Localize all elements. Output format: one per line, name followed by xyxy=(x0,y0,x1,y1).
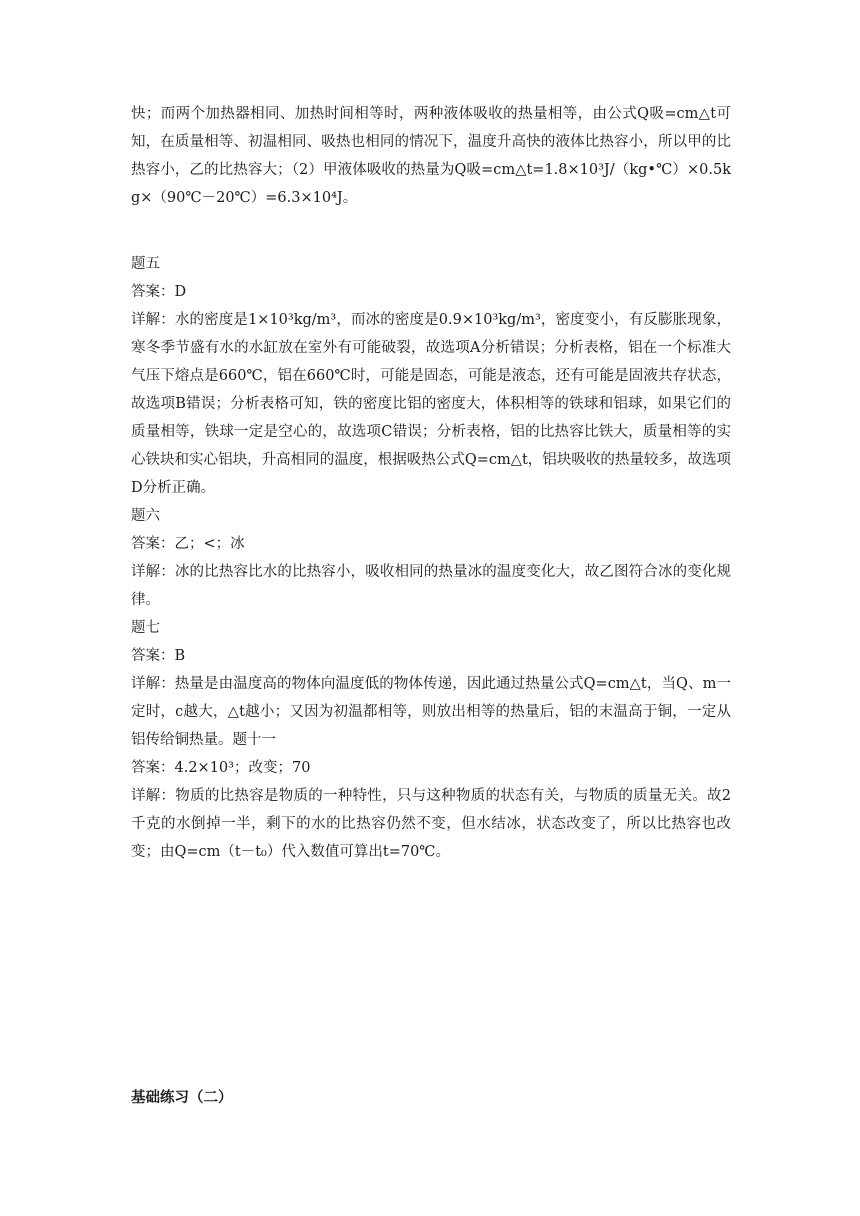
section-6 xyxy=(131,502,731,614)
detail-paragraph: 详解：热量是由温度高的物体向温度低的物体传递，因此通过热量公式Q=cm△t，当Q、m一定时，c越大，△t越小；又因为初温都相等，则放出相等的热量后，铝的末温高于铜，一定从铝传给铜热量。题十一 xyxy=(131,676,731,748)
section-title: 题五 xyxy=(131,256,160,272)
answer-line: 答案：4.2×10³；改变；70 xyxy=(131,760,311,776)
answer-line: 答案：B xyxy=(131,648,186,664)
intro-paragraph: 快；而两个加热器相同、加热时间相等时，两种液体吸收的热量相等，由公式Q吸=cm△t可知，在质量相等、初温相同、吸热也相同的情况下，温度升高快的液体比热容小，所以甲的比热容小，乙的比热容大；（2）甲液体吸收的热量为Q吸=cm△t=1.8×10³J/（kg•℃）×0.5kg×（90℃－20℃）=6.3×10⁴J。 xyxy=(131,106,731,206)
footer-heading: 基础练习（二） xyxy=(131,1090,233,1106)
section-11 xyxy=(131,754,731,866)
answer-line: 答案：D xyxy=(131,284,187,300)
section-title: 题七 xyxy=(131,620,160,636)
section-title: 题六 xyxy=(131,508,160,524)
section-5 xyxy=(131,250,731,502)
detail-paragraph: 详解：物质的比热容是物质的一种特性，只与这种物质的状态有关，与物质的质量无关。故2千克的水倒掉一半，剩下的水的比热容仍然不变，但水结冰，状态改变了，所以比热容也改变；由Q=cm（t－t₀）代入数值可算出t=70℃。 xyxy=(131,788,731,860)
answer-line: 答案：乙；<；冰 xyxy=(131,536,245,552)
detail-paragraph: 详解：冰的比热容比水的比热容小，吸收相同的热量冰的温度变化大，故乙图符合冰的变化规律。 xyxy=(131,564,731,608)
detail-paragraph: 详解：水的密度是1×10³kg/m³，而冰的密度是0.9×10³kg/m³，密度变小，有反膨胀现象，寒冬季节盛有水的水缸放在室外有可能破裂，故选项A分析错误；分析表格，铝在一个标准大气压下熔点是660℃，铝在660℃时，可能是固态，可能是液态，还有可能是固液共存状态，故选项B错误；分析表格可知，铁的密度比铝的密度大，体积相等的铁球和铝球，如果它们的质量相等，铁球一定是空心的，故选项C错误；分析表格，铝的比热容比铁大，质量相等的实心铁块和实心铝块，升高相同的温度，根据吸热公式Q=cm△t，铝块吸收的热量较多，故选项D分析正确。 xyxy=(131,312,731,496)
section-gap xyxy=(131,212,731,250)
section-7 xyxy=(131,614,731,754)
document-body xyxy=(131,100,731,866)
